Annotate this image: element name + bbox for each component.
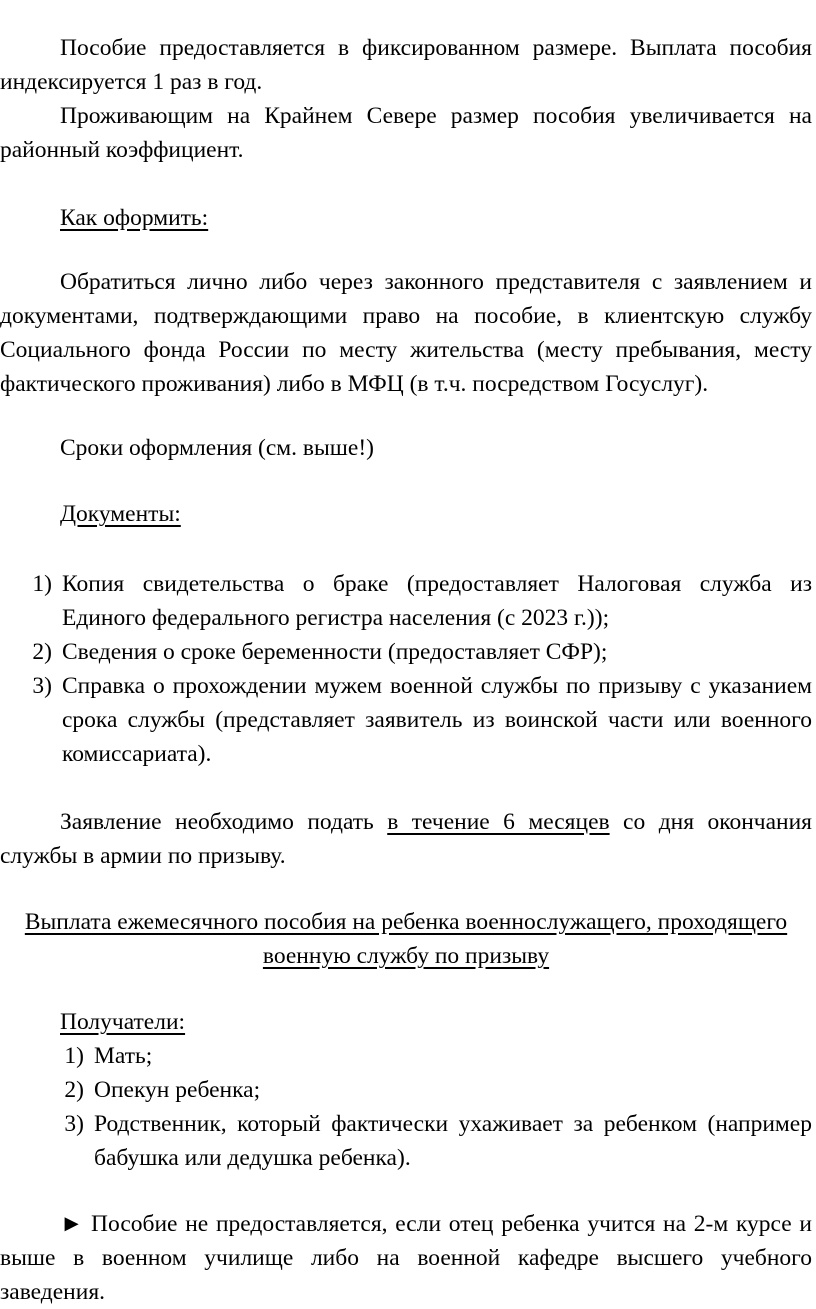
list-item: 2) Сведения о сроке беременности (предоставляет СФР); [32,639,608,665]
section-title: Выплата ежемесячного пособия на ребенка военнослужащего, проходящего военную службу по призыву [24,909,788,969]
section-title-line [0,905,812,973]
paragraph-north-coefficient: Проживающим на Крайнем Севере размер пособия увеличивается на районный коэффициент. [0,103,812,163]
list-item: 1) Копия свидетельства о браке (предоставляет Налоговая служба из Единого федерального регистра населения (с 2023 г.)); [32,571,812,631]
list-item: 3) Родственник, который фактически ухаживает за ребенком (например бабушка или дедушка ребенка). [64,1111,812,1171]
list-item: 2) Опекун ребенка; [64,1077,261,1103]
documents-heading: Документы: [60,501,181,527]
paragraph-terms: Сроки оформления (см. выше!) [60,435,374,461]
docs-heading-line [0,497,812,531]
list-item: 3) Справка о прохождении мужем военной службы по призыву с указанием срока службы (представляет заявитель из воинской части или военного комиссариата). [32,673,812,767]
paragraph-deadline: Заявление необходимо подать в течение 6 месяцев со дня окончания службы в армии по призыву. [0,809,812,869]
paragraph-note: ► Пособие не предоставляется, если отец ребенка учится на 2-м курсе и выше в военном училище либо на военной кафедре высшего учебного заведения. [0,1211,812,1305]
pointer-icon: ► [60,1211,84,1237]
paragraph-fixed-amount: Пособие предоставляется в фиксированном размере. Выплата пособия индексируется 1 раз в год. [0,35,812,95]
recipients-heading-line [0,1005,812,1039]
how-heading-line [0,201,812,235]
recipients-heading: Получатели: [60,1009,186,1035]
list-item: 1) Мать; [64,1043,153,1069]
paragraph-how-to-apply: Обратиться лично либо через законного представителя с заявлением и документами, подтверждающими право на пособие, в клиентскую службу Социального фонда России по месту жительства (месту пребывания, месту фактического проживания) либо в МФЦ (в т.ч. посредством Госуслуг). [0,269,812,397]
deadline-emphasis: в течение 6 месяцев [387,809,610,835]
documents-list [0,567,812,771]
how-to-apply-heading: Как оформить: [60,205,209,231]
recipients-list [0,1039,812,1175]
